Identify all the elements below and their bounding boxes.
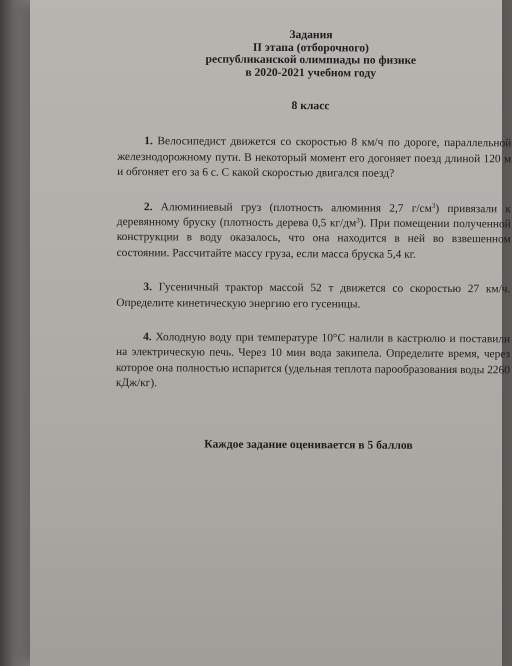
scoring-note: Каждое задание оценивается в 5 баллов xyxy=(204,437,413,452)
document-content xyxy=(115,28,512,453)
problem-2-number: 2. xyxy=(143,200,153,213)
problem-3 xyxy=(116,280,510,313)
problem-4-text: Холодную воду при температуре 10°С налили в кастрюлю и поставили на электрическую печь. Через 10 мин вода закипела. Определите время, через которое она полностью испарится (удельная теплота парообразования воды 2260 кДж/кг). xyxy=(115,331,511,390)
header-line-year: в 2020-2021 учебном году xyxy=(245,65,377,80)
problem-1-number: 1. xyxy=(144,135,153,148)
problem-2-superscript-2: 3 xyxy=(356,216,360,225)
problem-2 xyxy=(117,200,511,264)
header-line-title: Задания xyxy=(289,28,333,42)
header-line-stage: II этапа (отборочного) xyxy=(252,40,369,55)
document-header xyxy=(110,28,512,80)
problem-3-number: 3. xyxy=(143,281,152,294)
problem-3-text: Гусеничный трактор массой 52 т движется со скоростью 27 км/ч. Определите кинетическую энергию его гусеницы. xyxy=(116,281,511,311)
paper-sheet xyxy=(30,0,512,666)
problem-4 xyxy=(116,330,510,394)
problem-1 xyxy=(117,134,511,183)
problem-2-superscript-1: 3 xyxy=(431,201,436,210)
problem-2-text-part-3: ). При помещении полученной конструкции в воду оказалось, что она находится в ней во взвешенном состоянии. Рассчитайте массу груза, если масса бруска 5,4 кг. xyxy=(116,217,511,261)
grade-label: 8 класс xyxy=(291,99,330,113)
header-line-olympiad: республиканской олимпиады по физике xyxy=(205,52,417,67)
problem-2-text-part-2: ) привязали к деревянному бруску (плотность дерева 0,5 кг/дм xyxy=(116,202,511,230)
problem-4-number: 4. xyxy=(143,331,152,344)
problem-1-text: Велосипедист движется со скоростью 8 км/ч по дороге, параллельной железнодорожному пути. В некоторый момент его догоняет поезд длиной 120 м и обгоняет его за 6 с. С какой скоростью двигался поезд? xyxy=(117,135,512,180)
problem-2-text-part-1: Алюминиевый груз (плотность алюминия 2,7 г/см xyxy=(160,200,432,215)
